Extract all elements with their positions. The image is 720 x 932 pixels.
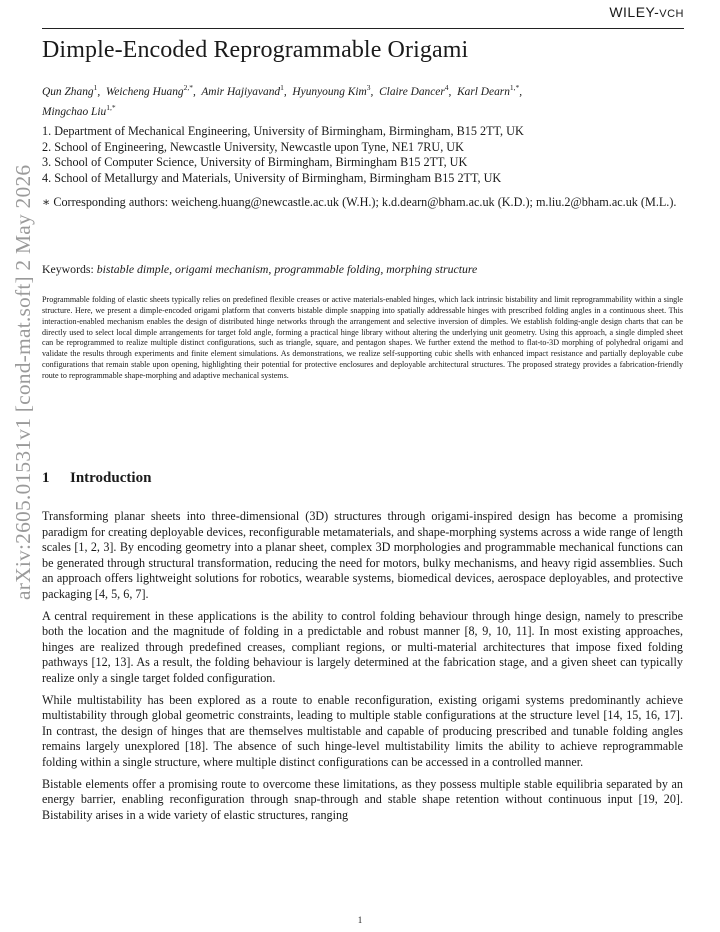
publisher-name: WILEY- bbox=[609, 4, 660, 20]
paragraph: Transforming planar sheets into three-dimensional (3D) structures through origami-inspired design has become a promising paradigm for creating deployable devices, reconfigurable metamaterials, and shape-morphing systems across a wide range of length scales [1, 2, 3]. By encoding geometry into a planar sheet, complex 3D morphologies and programmable mechanical functions can be generated through structural transformation, reducing the need for motors, bulky mechanisms, and heavy rigid assemblies. Such an approach offers lightweight solutions for robotics, wearable systems, biomedical devices, aerospace deployables, and protective packaging [4, 5, 6, 7]. bbox=[42, 509, 683, 601]
author: Hyunyoung Kim$^3$ bbox=[292, 83, 371, 98]
abstract: Programmable folding of elastic sheets typically relies on predefined flexible creases or active materials-enabled hinges, which lack intrinsic bistability and limit reprogrammability within a single structure. Here, we present a dimple-encoded origami platform that converts bistable dimple snapping into spatially addressable hinges with prescribed folding angles in a continuous sheet. This interaction-enabled mechanism enables the design of distributed hinge networks through the arrangement and selective inversion of dimples. We establish folding-angle design charts that can be directly used to select local dimple arrangements for target fold angle, forming a practical hinge library without altering the underlying unit geometry. Using this approach, a single dimpled sheet can be reprogrammed to realize multiple distinct configurations, such as triangle, square, and pentagon shapes. We further extend the method to flat-to-3D morphing of polyhedral origami and validate the results through experiments and finite element simulations. As demonstrations, we realize self-supporting cubic shells with enhanced impact resistance and partially deployable cube configurations that remain stable upon opening, highlighting their potential for protective enclosures and deployable architectural structures. The proposed strategy provides a fabrication-friendly route to reprogrammable shape-morphing and adaptive mechanical systems. bbox=[42, 295, 683, 380]
author: Qun Zhang$^1$ bbox=[42, 83, 98, 98]
paper-title: Dimple-Encoded Reprogrammable Origami bbox=[42, 37, 469, 63]
paragraph: While multistability has been explored as a route to enable reconfiguration, existing origami systems predominantly achieve multistability through global geometric constraints, leading to multiple stable configurations at the structure level [14, 15, 16, 17]. In contrast, the design of hinges that are themselves multistable and capable of producing prescribed and tunable folding angles remains largely unexplored [18]. The absence of such hinge-level multistability limits the ability to achieve reprogrammable folding within a single structure, where multiple distinct configurations can be accessed in a controlled manner. bbox=[42, 692, 683, 769]
affiliation: 2. School of Engineering, Newcastle University, Newcastle upon Tyne, NE1 7RU, UK bbox=[42, 139, 464, 154]
author: Amir Hajiyavand$^1$ bbox=[201, 83, 284, 98]
publisher-logo bbox=[609, 4, 684, 20]
header-rule bbox=[42, 28, 684, 29]
author-list: Qun Zhang$^1$, Weicheng Huang$^{2,*}$, Amir Hajiyavand$^1$, Hyunyoung Kim$^3$, Claire Dancer$^4$, Karl Dearn$^{1,*}$, Mingchao Liu$^{1,*}$ bbox=[42, 83, 523, 118]
corresponding-authors: ∗ Corresponding authors: weicheng.huang@newcastle.ac.uk (W.H.); k.d.dearn@bham.ac.uk (K.D.); m.liu.2@bham.ac.uk (M.L.). bbox=[42, 195, 677, 209]
body-text bbox=[42, 509, 683, 829]
affiliation: 3. School of Computer Science, University of Birmingham, Birmingham B15 2TT, UK bbox=[42, 155, 468, 170]
author: Mingchao Liu$^{1,*}$ bbox=[42, 102, 116, 118]
paragraph: Bistable elements offer a promising route to overcome these limitations, as they possess multiple stable equilibria separated by an energy barrier, enabling reconfiguration through snap-through and stable shape retention without continuous input [19, 20]. Bistability arises in a wide variety of elastic structures, ranging bbox=[42, 776, 683, 822]
affiliation-list bbox=[42, 124, 682, 186]
section-heading bbox=[42, 470, 682, 487]
section-title: Introduction bbox=[70, 470, 152, 486]
affiliation: 4. School of Metallurgy and Materials, University of Birmingham, Birmingham B15 2TT, UK bbox=[42, 170, 502, 185]
section-number: 1 bbox=[42, 470, 50, 486]
page-number: 1 bbox=[357, 915, 363, 925]
publisher-name-suffix: VCH bbox=[659, 8, 684, 20]
affiliation: 1. Department of Mechanical Engineering, University of Birmingham, Birmingham, B15 2TT, UK bbox=[42, 124, 524, 138]
author: Claire Dancer$^4$ bbox=[379, 83, 449, 98]
keywords-label: Keywords: bbox=[42, 262, 94, 276]
author: Karl Dearn$^{1,*}$ bbox=[457, 83, 520, 98]
keywords-list: bistable dimple, origami mechanism, programmable folding, morphing structure bbox=[96, 262, 478, 276]
paragraph: A central requirement in these applications is the ability to control folding behaviour through hinge design, namely to prescribe both the location and the magnitude of folding in a predictable and robust manner [8, 9, 10, 11]. In most existing approaches, hinges are realized through predefined creases, compliant regions, or multi-material architectures that impose fixed folding pathways [12, 13]. As a result, the folding behaviour is largely determined at the fabrication stage, and a given sheet can typically realize only a single target folded configuration. bbox=[42, 608, 683, 685]
arxiv-stamp: arXiv:2605.01531v1 [cond-mat.soft] 2 May 2026 bbox=[11, 164, 35, 600]
author: Weicheng Huang$^{2,*}$ bbox=[105, 83, 193, 98]
keywords bbox=[42, 262, 682, 277]
